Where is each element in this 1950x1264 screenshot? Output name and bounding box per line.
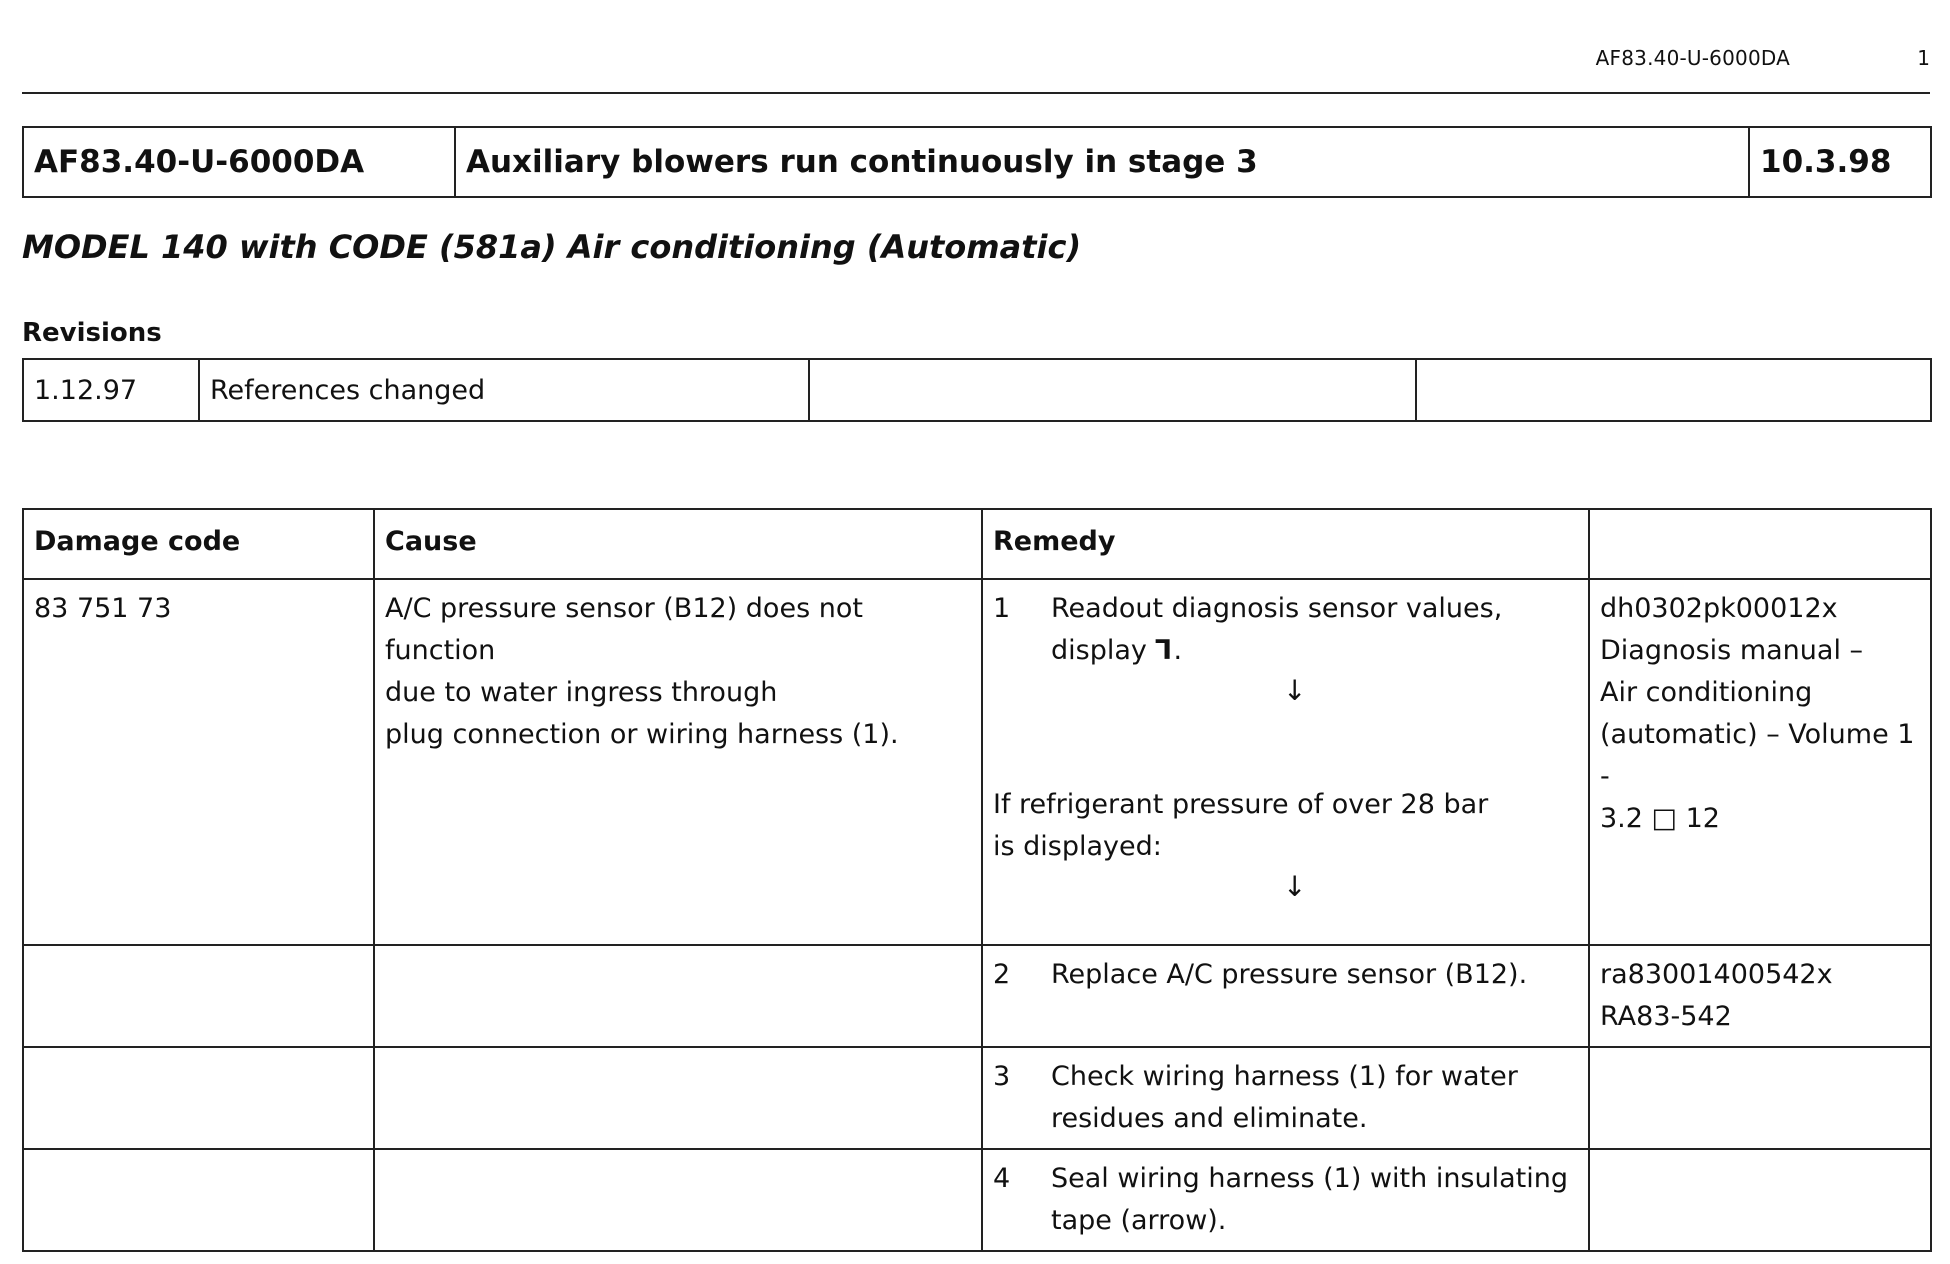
header-reference [1589, 509, 1931, 579]
revision-cell-3 [809, 359, 1416, 421]
step-number: 3 [993, 1061, 1011, 1092]
step-line: Seal wiring harness (1) with insulating [1051, 1163, 1568, 1194]
table-row [23, 1047, 1931, 1149]
reference-line: RA83-542 [1600, 1001, 1732, 1032]
cause-line: A/C pressure sensor (B12) does not function [385, 593, 863, 666]
reference-cell [1589, 1047, 1931, 1149]
remedy-cell [982, 1149, 1589, 1251]
damage-code: 83 751 73 [34, 593, 172, 624]
header-cause: Cause [374, 509, 982, 579]
reference-line: Diagnosis manual – [1600, 635, 1864, 666]
reference-line: 3.2 □ 12 [1600, 803, 1720, 834]
document-code: AF83.40-U-6000DA [23, 127, 455, 197]
header-divider [22, 92, 1930, 94]
revision-text: References changed [199, 359, 809, 421]
damage-code-cell [23, 945, 374, 1047]
step-line: Replace A/C pressure sensor (B12). [1051, 959, 1528, 990]
cause-line: plug connection or wiring harness (1). [385, 719, 899, 750]
revision-date: 1.12.97 [23, 359, 199, 421]
title-table [22, 126, 1932, 198]
condition-text [993, 784, 1578, 868]
model-line: MODEL 140 with CODE (581a) Air conditioning (Automatic) [22, 228, 1082, 266]
document-title: Auxiliary blowers run continuously in stage 3 [455, 127, 1749, 197]
step-text [1051, 1158, 1578, 1242]
step-number: 2 [993, 959, 1011, 990]
step-line: Readout diagnosis sensor values, [1051, 593, 1503, 624]
step-line: tape (arrow). [1051, 1205, 1227, 1236]
step-line: Check wiring harness (1) for water [1051, 1061, 1518, 1092]
reference-line: ra83001400542x [1600, 959, 1833, 990]
revisions-table [22, 358, 1932, 422]
remedy-step [993, 1056, 1578, 1140]
down-arrow-icon: ↓ [1283, 870, 1307, 903]
revision-cell-4 [1416, 359, 1931, 421]
page-number: 1 [1917, 46, 1930, 70]
cause-cell [374, 945, 982, 1047]
step-number: 1 [993, 593, 1011, 624]
remedy-step [993, 954, 1578, 996]
page-reference: AF83.40-U-6000DA [1595, 46, 1790, 70]
display-symbol-icon: ⅂ [1155, 635, 1171, 666]
reference-line: (automatic) – Volume 1 - [1600, 719, 1915, 792]
condition-line: is displayed: [993, 831, 1162, 862]
reference-line: Air conditioning [1600, 677, 1813, 708]
cause-line: due to water ingress through [385, 677, 778, 708]
condition-line: If refrigerant pressure of over 28 bar [993, 789, 1489, 820]
remedy-cell [982, 1047, 1589, 1149]
table-header-row [23, 509, 1931, 579]
remedy-step [993, 588, 1578, 672]
remedy-cell [982, 945, 1589, 1047]
cause-cell [374, 579, 982, 945]
step-line: display [1051, 635, 1147, 666]
revisions-label: Revisions [22, 318, 162, 348]
revision-row [23, 359, 1931, 421]
reference-cell [1589, 1149, 1931, 1251]
step-text [1051, 1056, 1578, 1140]
table-row [23, 945, 1931, 1047]
reference-line: dh0302pk00012x [1600, 593, 1838, 624]
cause-cell [374, 1047, 982, 1149]
header-remedy: Remedy [982, 509, 1589, 579]
document-date: 10.3.98 [1749, 127, 1931, 197]
down-arrow-icon: ↓ [1283, 674, 1307, 707]
reference-cell [1589, 945, 1931, 1047]
step-line: residues and eliminate. [1051, 1103, 1368, 1134]
damage-code-cell [23, 1047, 374, 1149]
step-text: Readout diagnosis sensor values, display ⅂ . [1051, 588, 1578, 672]
step-number: 4 [993, 1163, 1011, 1194]
header-damage-code: Damage code [23, 509, 374, 579]
table-row [23, 1149, 1931, 1251]
remedy-cell [982, 579, 1589, 945]
damage-code-cell [23, 1149, 374, 1251]
damage-code-cell [23, 579, 374, 945]
reference-cell [1589, 579, 1931, 945]
remedy-step [993, 1158, 1578, 1242]
cause-cell [374, 1149, 982, 1251]
table-row [23, 579, 1931, 945]
diagnosis-table [22, 508, 1932, 1252]
